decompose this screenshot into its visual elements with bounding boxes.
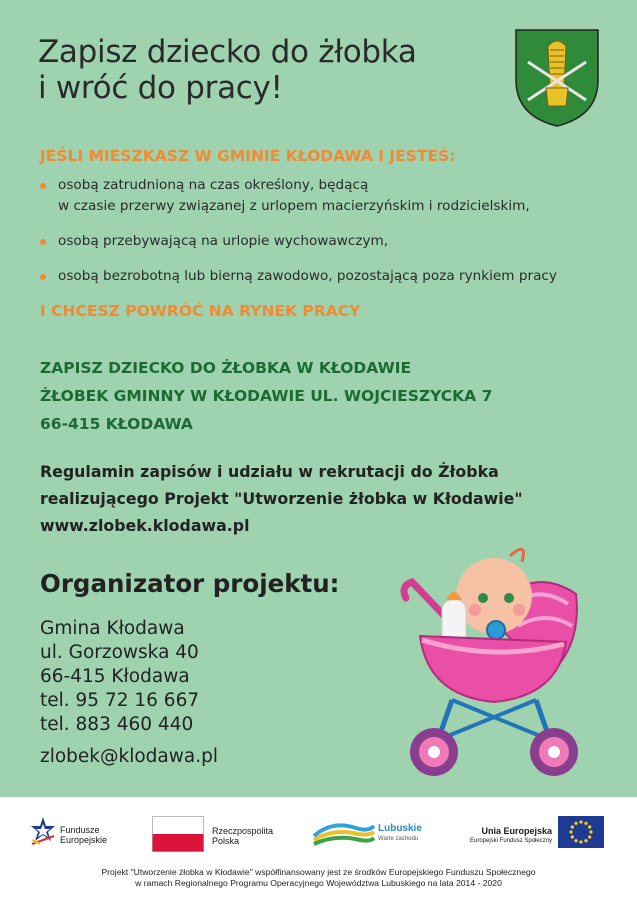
rules-url-link[interactable]: www.zlobek.klodawa.pl [40,516,250,535]
bullet-dot-icon [40,274,46,280]
polish-flag-icon [152,816,204,852]
logo-unia-europejska: Unia Europejska Europejski Fundusz Społeczny [470,816,604,848]
organizer-street: ul. Gorzowska 40 [40,642,199,663]
funding-footnote: Projekt "Utworzenie żłobka w Kłodawie" współfinansowany jest ze środków Europejskiego Funduszu Społecznego w ramach Regionalnego Programu Operacyjnego Województwa Lubuskiego na lata 2014 - 2020 [101,867,536,888]
bullet-dot-icon [40,183,46,189]
lubuskie-wave-icon [312,816,376,846]
eu-flag-icon [558,816,604,848]
organizer-phone-2: tel. 883 460 440 [40,714,194,735]
organizer-address [40,617,199,737]
enroll-line-1: ZAPISZ DZIECKO DO ŻŁOBKA W KŁODAWIE [40,359,412,377]
list-item: osobą zatrudnioną na czas określony, będącą w czasie przerwy związanej z urlopem macierzyńskim i rodzicielskim, [40,175,620,217]
coat-of-arms-icon [514,28,600,128]
title-line-2: i wróć do pracy! [38,70,283,106]
organizer-heading: Organizator projektu: [40,569,340,598]
organizer-email-link[interactable]: zlobek@klodawa.pl [40,746,218,767]
fe-star-icon [30,816,56,846]
enroll-line-2: ŻŁOBEK GMINNY W KŁODAWIE UL. WOJCIESZYCKA 7 [40,387,493,405]
enroll-line-3: 66-415 KŁODAWA [40,415,193,433]
organizer-city: 66-415 Kłodawa [40,666,190,687]
logo-lubuskie: Lubuskie Warte zachodu [312,816,422,846]
eligibility-list [40,175,620,287]
rules-line-2: realizującego Projekt "Utworzenie żłobka w Kłodawie" [40,489,523,508]
title-line-1: Zapisz dziecko do żłobka [38,34,417,70]
organizer-phone-1: tel. 95 72 16 667 [40,690,200,711]
logo-rzeczpospolita-polska: Rzeczpospolita Polska [152,816,273,852]
list-item: osobą przebywającą na urlopie wychowawczym, [40,231,620,252]
eligibility-heading: JEŚLI MIESZKASZ W GMINIE KŁODAWA I JESTEŚ: [40,147,456,165]
organizer-name: Gmina Kłodawa [40,618,185,639]
rules-line-1: Regulamin zapisów i udziału w rekrutacji do Żłobka [40,462,499,481]
footer [0,797,637,907]
bullet-dot-icon [40,239,46,245]
eligibility-closing: I CHCESZ POWRÓĆ NA RYNEK PRACY [40,302,361,320]
logo-fundusze-europejskie: Fundusze Europejskie [30,816,107,846]
list-item: osobą bezrobotną lub bierną zawodowo, pozostającą poza rynkiem pracy [40,266,620,287]
baby-stroller-icon [398,526,588,786]
enroll-block [40,354,492,438]
page-title [38,34,417,106]
